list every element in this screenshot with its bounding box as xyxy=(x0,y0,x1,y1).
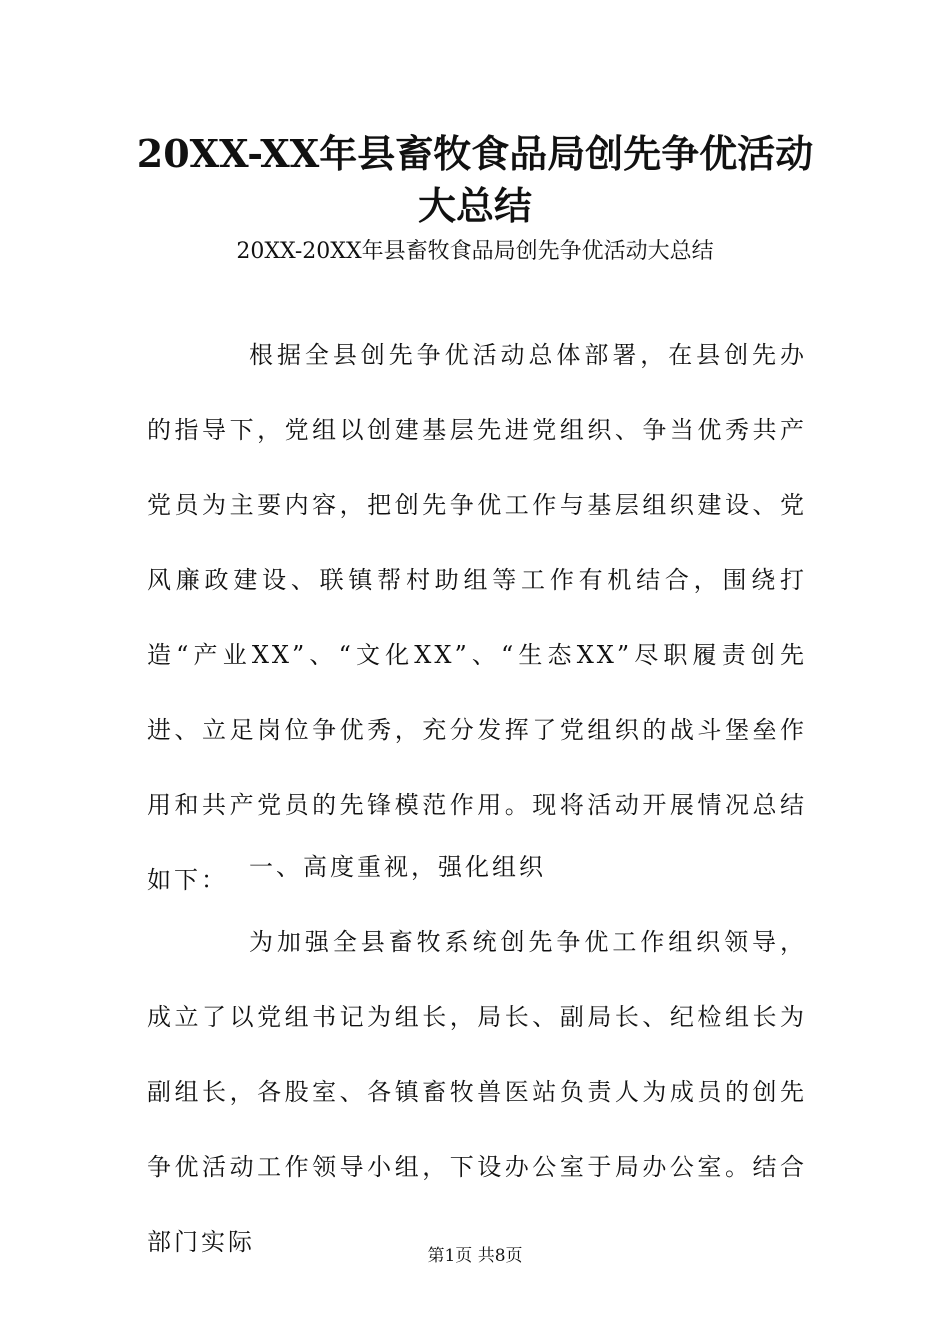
document-subtitle: 20XX-20XX年县畜牧食品局创先争优活动大总结 xyxy=(236,239,714,264)
body-paragraph-1: 根据全县创先争优活动总体部署，在县创先办的指导下，党组以创建基层先进党组织、争当优秀共产党员为主要内容，把创先争优工作与基层组织建设、党风廉政建设、联镇帮村助组等工作有机结合，围绕打造“产业XX”、“文化XX”、“生态XX”尽职履责创先进、立足岗位争优秀，充分发挥了党组织的战斗堡垒作用和共产党员的先锋模范作用。现将活动开展情况总结如下： xyxy=(147,341,807,894)
body-paragraph-2: 为加强全县畜牧系统创先争优工作组织领导，成立了以党组书记为组长，局长、副局长、纪检组长为副组长，各股室、各镇畜牧兽医站负责人为成员的创先争优活动工作领导小组，下设办公室于局办公室。结合部门实际 xyxy=(147,928,807,1256)
section-heading-1: 一、高度重视，强化组织 xyxy=(249,853,546,881)
document-title: 20XX-XX年县畜牧食品局创先争优活动大总结 xyxy=(136,131,814,228)
page-footer: 第1页 共8页 xyxy=(427,1246,523,1266)
